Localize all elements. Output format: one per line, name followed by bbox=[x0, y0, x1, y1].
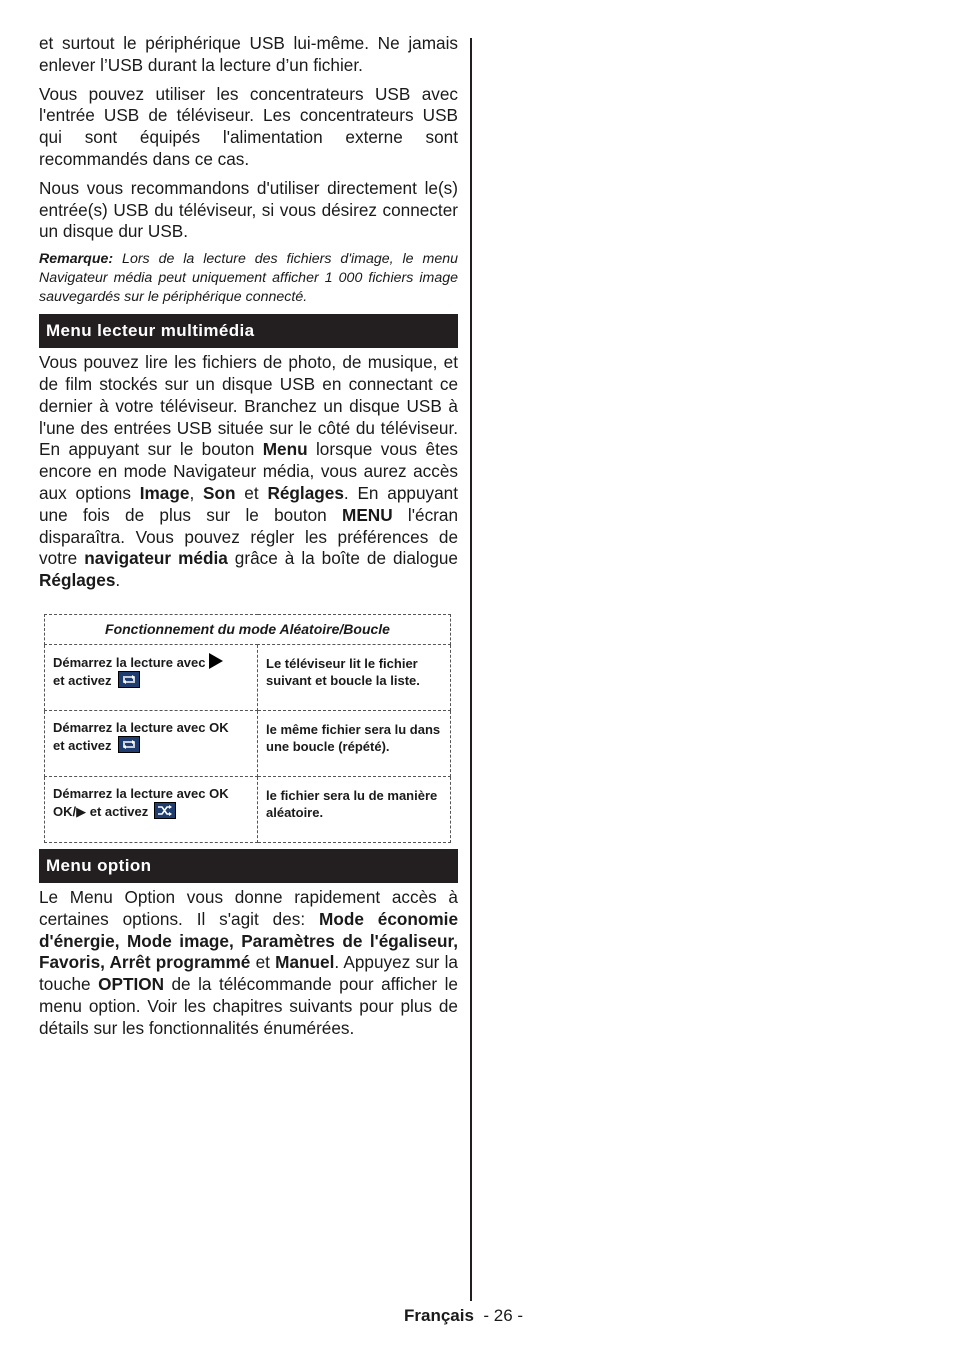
page-footer bbox=[404, 1306, 523, 1326]
table-row: Démarrez la lecture avec OK OK/▶ et activez le fichier sera lu de manière aléatoire. bbox=[45, 776, 451, 842]
paragraph-usb-direct: Nous vous recommandons d'utiliser directement le(s) entrée(s) USB du téléviseur, si vous désirez connecter un disque dur USB. bbox=[39, 177, 458, 242]
paragraph-media-player: Vous pouvez lire les fichiers de photo, de musique, et de film stockés sur un disque USB en connectant ce dernier à votre téléviseur. Branchez un disque USB à l'une des entrées USB située sur le côté du téléviseur. En appuyant sur le bouton Menu lorsque vous êtes encore en mode Navigateur média, vous aurez accès aux options Image, Son et Réglages. En appuyant une fois de plus sur le bouton MENU l'écran disparaîtra. Vous pouvez régler les préférences de votre navigateur média grâce à la boîte de dialogue Réglages. bbox=[39, 352, 459, 591]
table-heading: Fonctionnement du mode Aléatoire/Boucle bbox=[45, 614, 451, 644]
random-loop-table bbox=[44, 614, 451, 843]
paragraph-usb-hubs: Vous pouvez utiliser les concentrateurs USB avec l'entrée USB de téléviseur. Les concentrateurs USB qui sont équipés l'alimentation externe sont recommandés dans ce cas. bbox=[39, 83, 458, 169]
note-text: Lors de la lecture des fichiers d'image, le menu Navigateur média peut uniquement afficher 1 000 fichiers image sauvegardés sur le périphérique connecté. bbox=[39, 251, 458, 306]
play-icon bbox=[209, 653, 223, 669]
section-title-option-menu: Menu option bbox=[39, 849, 458, 883]
left-column bbox=[39, 33, 458, 1047]
note-label: Remarque: bbox=[39, 251, 114, 268]
column-divider bbox=[470, 38, 472, 1301]
paragraph-usb-removal: et surtout le périphérique USB lui-même. Ne jamais enlever l’USB durant la lecture d’un fichier. bbox=[39, 33, 458, 75]
page-number: - 26 - bbox=[473, 1306, 524, 1325]
table-row: Démarrez la lecture avec OK et activez le même fichier sera lu dans une boucle (répété). bbox=[45, 710, 451, 776]
section-title-media-player: Menu lecteur multimédia bbox=[39, 314, 458, 348]
loop-icon bbox=[118, 736, 140, 753]
shuffle-icon bbox=[154, 802, 176, 819]
table-row: Démarrez la lecture avec et activez Le téléviseur lit le fichier suivant et boucle la liste. bbox=[45, 644, 451, 710]
note bbox=[39, 250, 458, 307]
loop-icon bbox=[118, 671, 140, 688]
paragraph-option-menu: Le Menu Option vous donne rapidement accès à certaines options. Il s'agit des: Mode économie d'énergie, Mode image, Paramètres de l'égaliseur, Favoris, Arrêt programmé et Manuel. Appuyez sur la touche OPTION de la télécommande pour afficher le menu option. Voir les chapitres suivants pour plus de détails sur les fonctionnalités énumérées. bbox=[39, 886, 458, 1038]
footer-language: Français bbox=[404, 1306, 474, 1325]
